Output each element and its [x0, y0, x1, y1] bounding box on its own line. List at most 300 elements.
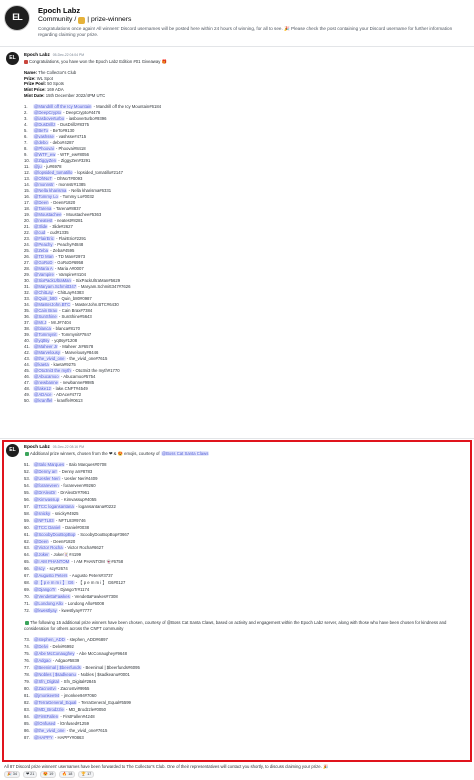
winner-tag: Adgao#5839 — [55, 658, 80, 664]
winner-mention[interactable]: @DusDrillz — [34, 121, 56, 127]
winner-row — [24, 587, 468, 594]
winner-mention[interactable]: @Uesler Neri — [34, 476, 60, 482]
winner-row — [24, 545, 468, 552]
winner-mention[interactable]: @OhNoT — [34, 175, 53, 181]
winner-number: 24. — [24, 241, 30, 247]
winner-number: 81. — [24, 692, 30, 698]
winner-row — [24, 552, 468, 559]
winner-tag: iasboverturbo#9396 — [68, 115, 107, 121]
winner-tag: Kimvassup#4055 — [63, 496, 97, 502]
separator: - — [51, 325, 56, 331]
winner-mention[interactable]: @Sfn_Digital — [34, 679, 59, 685]
channel-header — [0, 0, 474, 46]
winner-number: 37. — [24, 319, 30, 325]
winner-mention[interactable]: @jmonkee94 — [34, 692, 60, 698]
winner-tag: the_vivid_one#7615 — [69, 727, 108, 733]
winner-mention[interactable]: @debo — [34, 139, 48, 145]
separator: - — [57, 607, 62, 613]
winner-mention[interactable]: @SunShine — [34, 313, 57, 319]
winner-number: 79. — [24, 679, 30, 685]
winner-tag: Nobles | $sadkeanu#0001 — [80, 672, 130, 678]
separator: - — [62, 211, 67, 217]
winner-mention[interactable]: @ADAce — [34, 391, 52, 397]
winner-tag: lOnfused#1259 — [60, 720, 89, 726]
winner-mention[interactable]: @HAPPY — [34, 734, 53, 740]
winner-mention[interactable]: @Delvi — [34, 644, 48, 650]
winner-number: 73. — [24, 637, 30, 643]
winner-mention[interactable]: @Oto3ni3 the myth — [34, 367, 71, 373]
winner-mention[interactable]: @MasterJohn.BTC — [34, 301, 71, 307]
winner-mention[interactable]: @lOnfused — [34, 720, 56, 726]
winner-tag: ChitLay#4383 — [57, 289, 84, 295]
separator: - — [74, 503, 79, 509]
separator: - — [76, 531, 81, 537]
winner-mention[interactable]: @kranffel — [34, 397, 53, 403]
author-avatar[interactable]: EL — [6, 52, 19, 65]
winner-number: 23. — [24, 235, 30, 241]
winner-mention[interactable]: @DjangoTr — [34, 587, 56, 593]
winner-number: 39. — [24, 331, 30, 337]
winner-mention[interactable]: @Londong Allo — [34, 600, 63, 606]
separator: - — [57, 313, 62, 319]
winner-number: 63. — [24, 545, 30, 551]
winner-mention[interactable]: @SixPackUltraMan — [34, 277, 71, 283]
tree-icon — [25, 621, 29, 625]
winner-tag: TD Man#2973 — [58, 253, 86, 259]
winner-row — [24, 608, 468, 615]
winner-mention[interactable]: @vashsse — [34, 133, 54, 139]
winner-number: 53. — [24, 476, 30, 482]
winner-mention[interactable]: @TerraGeneral_Equal — [34, 699, 77, 705]
winner-number: 10. — [24, 157, 30, 163]
winner-number: 11. — [24, 163, 30, 169]
winner-number: 66. — [24, 566, 30, 572]
winner-number: 13. — [24, 175, 30, 181]
winner-number: 17. — [24, 199, 30, 205]
separator: - — [48, 139, 53, 145]
winner-mention[interactable]: @Mr.J — [34, 319, 47, 325]
winner-mention[interactable]: @Maria A — [34, 265, 53, 271]
winner-mention[interactable]: @Adgao — [34, 658, 51, 664]
channel-name[interactable]: prize-winners — [91, 16, 132, 23]
winner-mention[interactable]: @cud — [34, 229, 46, 235]
winner-mention[interactable]: @3lide — [34, 223, 48, 229]
trophy-icon — [78, 17, 85, 24]
winner-number: 70. — [24, 594, 30, 599]
winner-tag: HAPPY#0863 — [57, 734, 84, 740]
winner-number: 21. — [24, 223, 30, 229]
separator: - — [52, 205, 57, 211]
winner-number: 12. — [24, 169, 30, 175]
winner-number: 9. — [24, 151, 28, 157]
winner-mention[interactable]: @scy — [34, 566, 45, 572]
winner-mention[interactable]: @TD Man — [34, 253, 54, 259]
winner-number: 47. — [24, 379, 30, 385]
separator: - — [49, 127, 53, 133]
winner-number: 68. — [24, 580, 30, 586]
message-intro: Additional prize winners, chosen from the ❤ & 😍 emojis, courtesy of @Boss Cat Santa Claws — [24, 451, 468, 457]
winner-row — [24, 651, 468, 658]
winner-mention[interactable]: @Nella kharisma — [34, 187, 67, 193]
header-divider — [0, 46, 474, 47]
separator: - — [54, 253, 59, 259]
winner-number: 46. — [24, 373, 30, 379]
winner-mention[interactable]: @forareveen — [34, 483, 59, 488]
winner-mention[interactable]: @Zeba — [34, 247, 49, 253]
separator: - — [70, 559, 74, 565]
reaction-button[interactable] — [40, 771, 56, 778]
winner-mention[interactable]: @blanca — [34, 325, 51, 331]
separator: - — [57, 157, 61, 163]
winner-mention[interactable]: @monnstr — [34, 181, 54, 187]
separator: - — [59, 679, 64, 685]
winner-tag: monnstr#1385 — [58, 181, 86, 187]
separator: - — [42, 163, 47, 169]
winner-number: 71. — [24, 600, 30, 606]
winner-mention[interactable]: @Cain Brax — [34, 307, 57, 313]
winner-mention[interactable]: @VendettaFawkes — [34, 594, 70, 599]
winner-number: 64. — [24, 552, 30, 558]
winner-mention[interactable]: @Mandrill off the Icy Mountain — [34, 103, 92, 109]
winner-number: 31. — [24, 283, 30, 289]
detail-label: Prize: — [24, 75, 36, 81]
winner-tag: the_vivid_one#7615 — [69, 355, 108, 361]
separator: - — [53, 265, 58, 271]
winner-tag: MasterJohn.BTC#6430 — [74, 301, 119, 307]
winner-tag: Sfn_Digital#2845 — [63, 679, 97, 685]
winner-row — [24, 504, 468, 511]
winner-tag: lake.CNFT#4549 — [55, 385, 88, 391]
separator: / — [74, 16, 77, 23]
winner-number: 54. — [24, 483, 30, 488]
winner-number: 22. — [24, 229, 30, 235]
separator: - — [58, 193, 63, 199]
winner-number: 29. — [24, 271, 30, 277]
winner-tag: Beenimal | $beerfunds#6095 — [85, 665, 140, 671]
winner-tag: jmonkee94#7060 — [63, 692, 97, 698]
separator: - — [54, 517, 59, 523]
winner-row — [24, 665, 468, 672]
winner-mention[interactable]: @ZiggyZen — [34, 157, 57, 163]
winner-number: 69. — [24, 587, 30, 593]
winner-mention[interactable]: @Moustachee — [34, 211, 62, 217]
winner-mention[interactable]: @Victor Rocha — [34, 545, 63, 551]
winner-mention[interactable]: @DeepCrypto — [34, 109, 61, 115]
winner-tag: WTF_ew#8056 — [60, 151, 89, 157]
separator: - — [73, 169, 78, 175]
winner-mention[interactable]: @Nobles | $sadkeanu — [34, 672, 76, 678]
winner-mention[interactable]: @ju — [34, 163, 42, 169]
winner-mention[interactable]: @Deen — [34, 199, 49, 205]
winner-mention[interactable]: @TCC logansantana — [34, 503, 74, 509]
winner-number: 80. — [24, 686, 30, 692]
separator: - — [57, 295, 62, 301]
winner-mention[interactable]: @stephen_ADD — [34, 637, 65, 643]
winner-mention[interactable]: @Marvelousy — [34, 349, 61, 355]
detail-value: The Collector's Club — [37, 70, 77, 76]
winner-row — [24, 518, 468, 525]
winner-tag: Maheer Jr#6578 — [62, 343, 94, 349]
winner-tag: Cain Brax#7384 — [61, 307, 93, 313]
separator: - — [58, 379, 63, 385]
winner-tag: Italo Marques#0708 — [68, 462, 107, 468]
winner-row — [24, 469, 468, 476]
reaction-emoji-icon: 😍 — [43, 772, 49, 777]
winner-number: 5. — [24, 127, 28, 133]
message-author[interactable] — [24, 444, 84, 450]
separator: - — [60, 496, 64, 502]
reaction-emoji-icon: ❤ — [25, 772, 30, 777]
separator: - — [49, 247, 53, 253]
winner-row — [24, 700, 468, 707]
winner-mention[interactable]: @TCC Daniel — [34, 524, 61, 530]
winner-number: 82. — [24, 699, 30, 705]
separator: - — [75, 651, 80, 657]
message-author[interactable] — [24, 52, 84, 58]
winner-row — [24, 476, 468, 483]
separator: - — [48, 223, 53, 229]
separator: - — [57, 331, 62, 337]
winner-tag: Victor Rocha#6627 — [67, 545, 104, 551]
winner-tag: snicky#4925 — [54, 510, 79, 516]
winner-tag: TerraGeneral_Equal#5599 — [81, 699, 131, 705]
separator: - — [51, 385, 56, 391]
winner-tag: Joker🃏#4199 — [53, 552, 82, 558]
winner-tag: DeepCrypto#4476 — [65, 109, 101, 115]
winner-tag: 3lide#2627 — [52, 223, 73, 229]
winner-tag: Mandrill off the Icy Mountain#6184 — [96, 103, 162, 109]
reaction-emoji-icon: 🔥 — [62, 772, 68, 777]
reaction-button[interactable] — [4, 771, 20, 778]
channel-topic: Congratulations once again! All winners' Discord usernames will be posted here within 24 hours of winning, for all to see. 🎉 Please check the post containing your Discord username for further information regarding claiming your prize. — [38, 26, 453, 38]
winner-number: 2. — [24, 109, 28, 115]
separator: - — [64, 706, 69, 712]
winner-tag: Zacrostvi#9955 — [60, 686, 90, 692]
winner-mention[interactable]: @WTF_ew — [34, 151, 56, 157]
winner-mention[interactable]: @Vampire — [34, 271, 54, 277]
winner-mention[interactable]: @neatest — [34, 217, 53, 223]
winner-number: 67. — [24, 573, 30, 579]
winner-tag: Phoovai#8418 — [58, 145, 86, 151]
separator: - — [54, 145, 59, 151]
winner-row — [24, 490, 468, 497]
winner-number: 7. — [24, 139, 28, 145]
winner-tag: ju#6978 — [46, 163, 62, 169]
winner-tag: DusDrillz#8375 — [60, 121, 89, 127]
winner-mention[interactable]: @Peachy — [34, 241, 53, 247]
winner-number: 1. — [24, 103, 28, 109]
winner-mention[interactable]: @Tarena — [34, 205, 52, 211]
message-divider — [0, 438, 474, 439]
winner-number: 19. — [24, 211, 30, 217]
separator: - — [57, 469, 62, 475]
winner-number: 58. — [24, 510, 30, 516]
winner-number: 25. — [24, 247, 30, 253]
winner-mention[interactable]: @Abe McConaughey — [34, 651, 75, 657]
winner-tag: Tarena#8837 — [56, 205, 81, 211]
winner-tag: DjangoTr#1174 — [60, 587, 90, 593]
winner-row — [24, 566, 468, 573]
separator: - — [61, 524, 66, 530]
winner-mention[interactable]: @GoRoD — [34, 259, 53, 265]
separator: - — [68, 573, 72, 579]
winner-tag: ADAce#4772 — [56, 391, 82, 397]
winner-tag: Mr.J#7404 — [51, 319, 71, 325]
winner-row — [24, 658, 468, 665]
winner-mention[interactable]: @yqttsy — [34, 337, 50, 343]
winner-mention[interactable]: @lopsided_tomatillo — [34, 169, 73, 175]
separator: - — [49, 199, 54, 205]
winner-mention[interactable]: @Augusto Peters — [34, 573, 68, 579]
winner-tag: stephen_ADD#6897 — [69, 637, 108, 643]
winner-row — [24, 672, 468, 679]
winner-tag: MD_Brodzzle#0050 — [68, 706, 106, 712]
separator: - — [56, 121, 61, 127]
winner-row — [24, 721, 468, 728]
channel-breadcrumb — [38, 16, 131, 25]
winner-number: 8. — [24, 145, 28, 151]
winner-mention[interactable]: @Maheer Jr — [34, 343, 58, 349]
winner-number: 77. — [24, 665, 30, 671]
separator: - — [59, 373, 64, 379]
winner-tag: kwestlyay#7777 — [61, 607, 92, 613]
winner-mention[interactable]: @【 p e m m i 】 G6 — [34, 580, 74, 586]
winner-mention[interactable]: @Maryam.Schmitt347 — [34, 283, 77, 289]
winner-tag: Quin_b80#0987 — [61, 295, 92, 301]
separator: - — [49, 538, 54, 544]
winner-mention[interactable]: @Phoovai — [34, 145, 54, 151]
reaction-emoji-icon: 🏆 — [81, 772, 87, 777]
winner-mention[interactable]: @Zacrostvi — [34, 686, 56, 692]
party-icon — [25, 452, 29, 456]
server-name[interactable]: Epoch Labz — [38, 6, 81, 15]
winner-number: 45. — [24, 367, 30, 373]
winner-number: 87. — [24, 734, 30, 740]
separator: - — [53, 289, 58, 295]
winner-tag: Vampire#4104 — [58, 271, 86, 277]
winner-number: 36. — [24, 313, 30, 319]
winner-mention[interactable]: @Joker — [34, 552, 49, 558]
server-logo[interactable]: EL — [4, 5, 30, 31]
winner-number: 86. — [24, 727, 30, 733]
winner-mention[interactable]: @NFTL83 — [34, 517, 54, 523]
winner-mention[interactable]: @lake12 — [34, 385, 51, 391]
winner-number: 57. — [24, 503, 30, 509]
winner-list — [24, 104, 468, 404]
winner-row — [24, 573, 468, 580]
reaction-emoji-icon: 🎉 — [7, 772, 12, 777]
winner-row — [24, 398, 468, 404]
winner-mention[interactable]: @Abucamoo — [34, 373, 59, 379]
winner-row — [24, 601, 468, 608]
winner-mention[interactable]: @ScoobyDooBopBop — [34, 531, 76, 537]
winner-mention[interactable]: @newbanne — [34, 379, 58, 385]
winner-tag: ZiggyZen#3291 — [60, 157, 91, 163]
winner-mention[interactable]: @Tommynit — [34, 331, 57, 337]
winner-mention[interactable]: @DrAlexDr — [34, 489, 56, 495]
separator: - — [45, 566, 50, 572]
winner-tag: Denny arr#8783 — [61, 469, 93, 475]
winner-tag: I AM PHANTOM 👻#6758 — [73, 559, 124, 565]
winner-number: 44. — [24, 361, 30, 367]
winner-mention[interactable]: @Deen — [34, 538, 49, 544]
author-name[interactable]: Epoch Labz — [24, 444, 50, 449]
winner-mention[interactable]: @Tommy Lo — [34, 193, 58, 199]
winner-mention[interactable]: @MD_Brodzzle — [34, 706, 64, 712]
winner-mention[interactable]: @Beenimal | $beerfunds — [34, 665, 81, 671]
winner-number: 50. — [24, 397, 30, 403]
winner-tag: VendettaFawkes#7308 — [74, 594, 118, 599]
winner-mention[interactable]: @kwestlyay — [34, 607, 57, 613]
separator: - — [49, 361, 54, 367]
prize-details — [24, 70, 468, 98]
winner-tag: NFTL83#9746 — [58, 517, 86, 523]
winner-tag: logansantana#0222 — [78, 503, 116, 509]
winner-mention[interactable]: @BeTo — [34, 127, 49, 133]
author-name[interactable]: Epoch Labz — [24, 52, 50, 57]
separator: | — [87, 16, 90, 23]
winner-list-b — [24, 637, 468, 741]
reaction-button[interactable] — [23, 771, 37, 778]
winner-mention[interactable]: @FirstFallen — [34, 713, 59, 719]
winner-mention[interactable]: @Kimvassup — [34, 496, 60, 502]
separator: - — [71, 277, 76, 283]
winner-mention[interactable]: @Italo Marques — [34, 462, 65, 468]
winner-mention[interactable]: @the_vivid_one — [34, 355, 65, 361]
winner-tag: ScoobyDooBopBop#3667 — [80, 531, 130, 537]
winner-number: 85. — [24, 720, 30, 726]
separator: - — [47, 319, 52, 325]
winner-mention[interactable]: @the_vivid_one — [34, 727, 65, 733]
separator: - — [65, 637, 70, 643]
winner-number: 42. — [24, 349, 30, 355]
winner-mention[interactable]: @Quin_b80 — [34, 295, 57, 301]
separator: - — [56, 720, 61, 726]
winner-mention[interactable]: @ChitLay — [34, 289, 53, 295]
winner-tag: blanca#8170 — [55, 325, 80, 331]
winner-mention[interactable]: @kaeta — [34, 361, 49, 367]
winner-tag: lopsided_tomatillo#2147 — [77, 169, 123, 175]
winner-mention[interactable]: @Denny arr — [34, 469, 57, 475]
winner-tag: neatest#8281 — [57, 217, 83, 223]
winner-mention[interactable]: @iasboverturbo — [34, 115, 65, 121]
winner-row — [24, 511, 468, 518]
winner-mention[interactable]: @snicky — [34, 510, 51, 516]
reaction-button[interactable] — [59, 771, 75, 778]
winner-mention[interactable]: @I AM PHANTOM — [34, 559, 70, 565]
gift-icon — [24, 60, 28, 64]
reaction-count: 21 — [30, 772, 35, 777]
user-mention[interactable]: @Boss Cat Santa Claws — [161, 451, 209, 456]
winner-row — [24, 735, 468, 742]
winner-number: 61. — [24, 531, 30, 537]
winner-tag: debo#4287 — [52, 139, 74, 145]
separator: - — [77, 699, 82, 705]
winner-tag: forareveen#9260 — [63, 483, 96, 488]
winner-tag: Maryam.Schmitt347#7626 — [80, 283, 131, 289]
winner-number: 6. — [24, 133, 28, 139]
winner-tag: vashsse#4715 — [58, 133, 87, 139]
reaction-button[interactable] — [78, 771, 94, 778]
winner-tag: DrAlexDr#7961 — [60, 489, 90, 495]
winner-number: 40. — [24, 337, 30, 343]
reaction-bar — [4, 771, 94, 778]
winner-mention[interactable]: @FlairEric — [34, 235, 54, 241]
middle-paragraph: The following 15 additional prize winners have been chosen, courtesy of @Boss Cat Santa Claws, based on activity and engagement within the Epoch Labz server, along with those who have been chosen for kindness and consideration for others across the CNFT community — [24, 620, 447, 632]
timestamp: 05-Dec-22 08:16 PM — [52, 445, 85, 449]
author-avatar[interactable]: EL — [6, 444, 19, 457]
winner-number: 35. — [24, 307, 30, 313]
